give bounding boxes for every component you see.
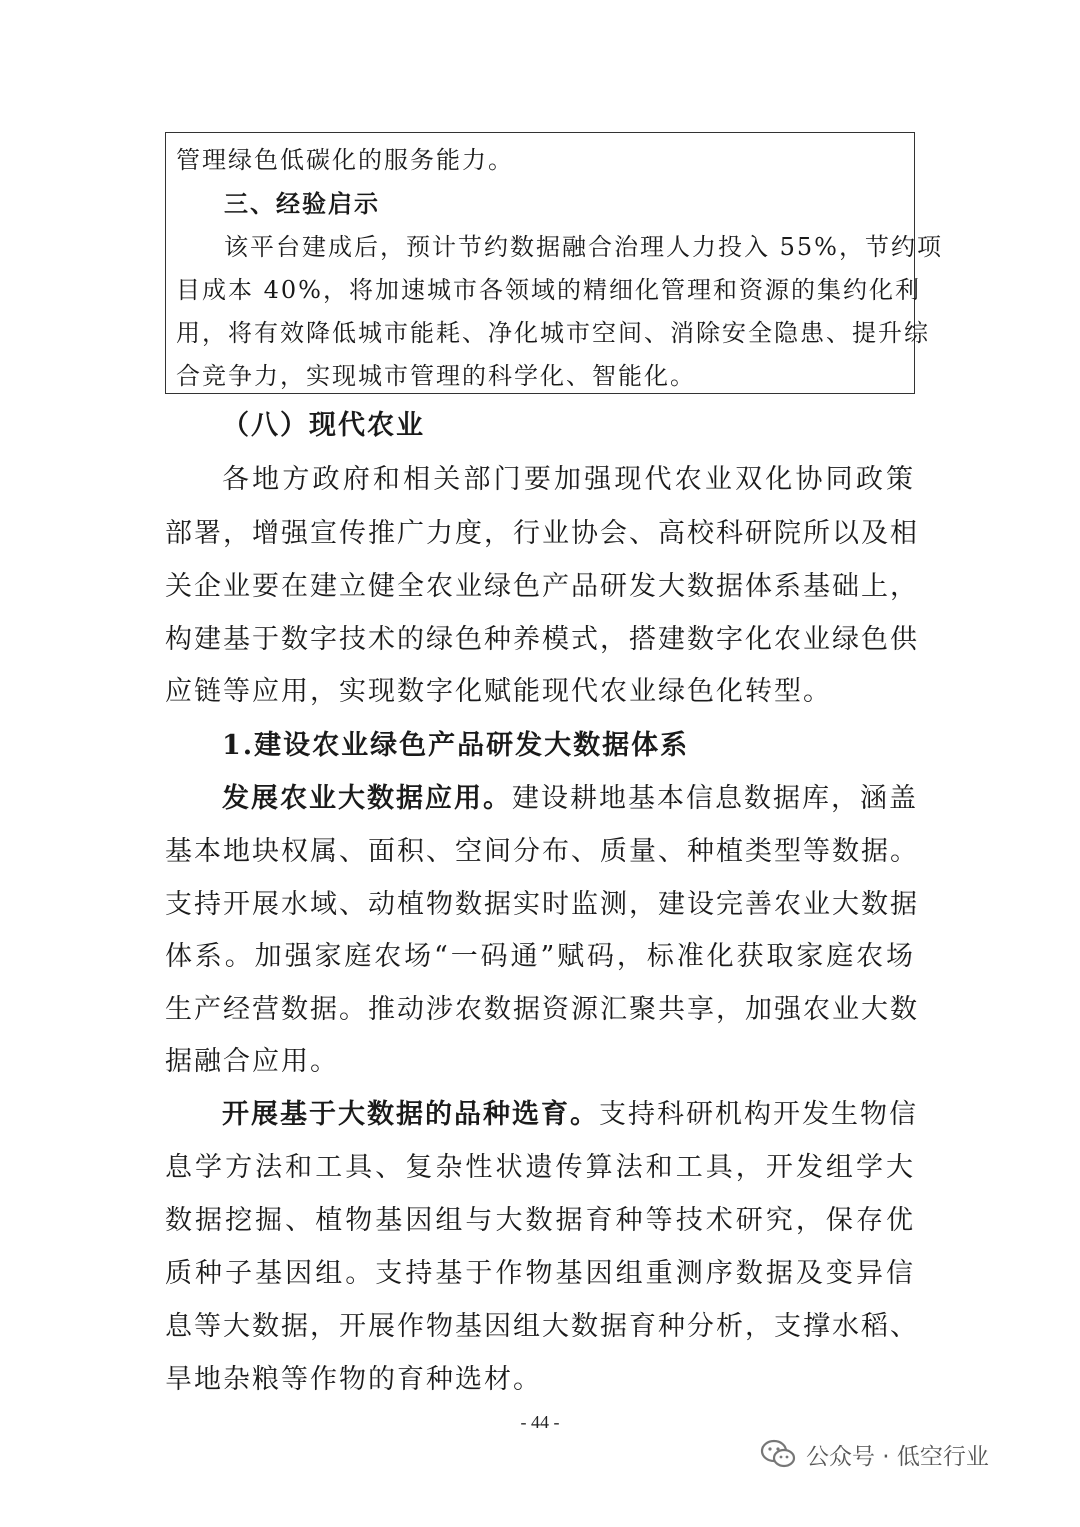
- paragraph-line: 旱地杂粮等作物的育种选材。: [165, 1364, 542, 1395]
- box-line: 合竞争力，实现城市管理的科学化、智能化。: [176, 362, 696, 390]
- paragraph-text: 支持科研机构开发生物信: [599, 1099, 918, 1130]
- paragraph-line: 应链等应用，实现数字化赋能现代农业绿色化转型。: [165, 676, 832, 707]
- box-heading: 三、经验启示: [224, 189, 380, 218]
- watermark: [760, 1434, 989, 1474]
- paragraph-line: 息等大数据，开展作物基因组大数据育种分析，支撑水稻、: [165, 1311, 919, 1342]
- paragraph-line: 基本地块权属、面积、空间分布、质量、种植类型等数据。: [165, 836, 919, 867]
- paragraph-line: 数据挖掘、植物基因组与大数据育种等技术研究，保存优: [165, 1205, 915, 1236]
- paragraph-line: 体系。加强家庭农场“一码通”赋码，标准化获取家庭农场: [165, 941, 915, 972]
- paragraph-line: 质种子基因组。支持基于作物基因组重测序数据及变异信: [165, 1258, 915, 1289]
- paragraph-line: 据融合应用。: [165, 1046, 339, 1077]
- box-line: 用，将有效降低城市能耗、净化城市空间、消除安全隐患、提升综: [176, 319, 930, 347]
- case-study-box: [165, 132, 943, 394]
- box-line: 该平台建成后，预计节约数据融合治理人力投入 55%，节约项: [224, 233, 943, 261]
- paragraph-lead: 发展农业大数据应用。: [222, 783, 512, 814]
- paragraph-line: [222, 782, 918, 816]
- paragraph-line: 各地方政府和相关部门要加强现代农业双化协同政策: [222, 464, 915, 495]
- paragraph-lead: 开展基于大数据的品种选育。: [222, 1099, 599, 1130]
- box-line: 目成本 40%，将加速城市各领域的精细化管理和资源的集约化利: [176, 276, 921, 304]
- page-number: - 44 -: [520, 1412, 560, 1432]
- subheading: 1.建设农业绿色产品研发大数据体系: [222, 730, 690, 761]
- paragraph-line: 息学方法和工具、复杂性状遗传算法和工具，开发组学大: [165, 1152, 915, 1183]
- wechat-icon: [760, 1439, 796, 1469]
- section-title: （八）现代农业: [222, 410, 425, 441]
- paragraph-text: 建设耕地基本信息数据库，涵盖: [512, 783, 918, 814]
- paragraph-line: 构建基于数字技术的绿色种养模式，搭建数字化农业绿色供: [165, 624, 919, 655]
- paragraph-line: 关企业要在建立健全农业绿色产品研发大数据体系基础上，: [165, 571, 919, 602]
- watermark-text: 公众号 · 低空行业: [806, 1443, 989, 1470]
- paragraph-line: 生产经营数据。推动涉农数据资源汇聚共享，加强农业大数: [165, 994, 919, 1025]
- paragraph-line: 支持开展水域、动植物数据实时监测，建设完善农业大数据: [165, 889, 919, 920]
- paragraph-line: 部署，增强宣传推广力度，行业协会、高校科研院所以及相: [165, 518, 919, 549]
- box-line: 管理绿色低碳化的服务能力。: [176, 146, 514, 174]
- paragraph-line: [222, 1098, 918, 1132]
